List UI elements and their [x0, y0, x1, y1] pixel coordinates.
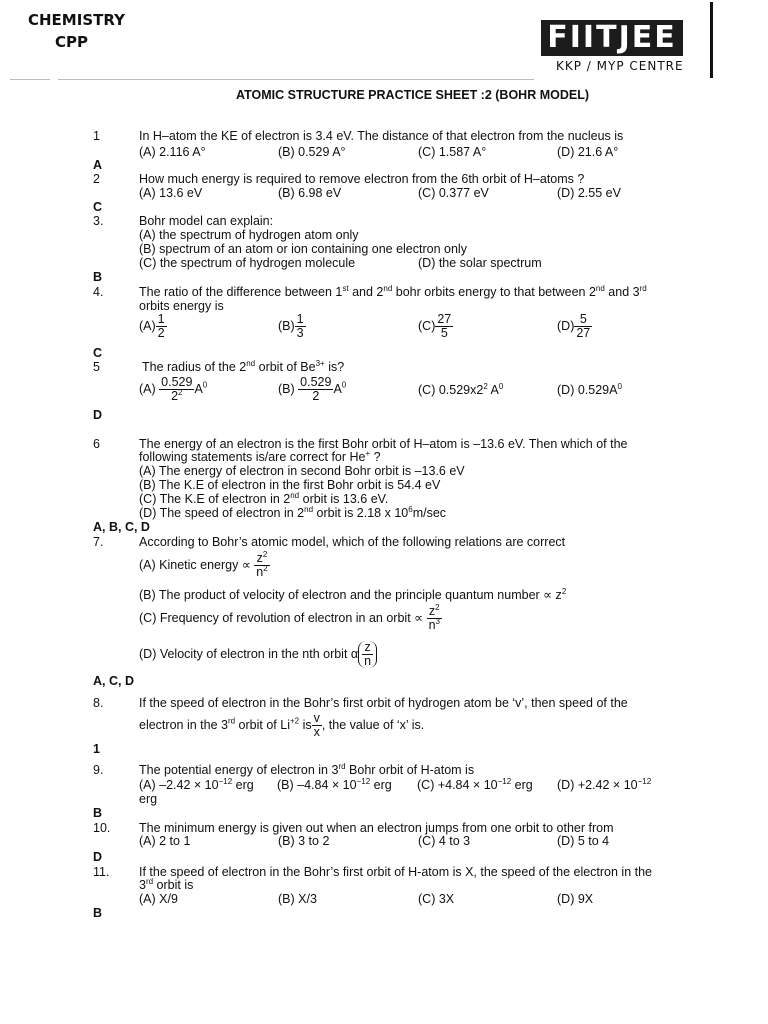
option-d: (D) 2.55 eV: [557, 186, 621, 200]
option-a: (A) $\frac{1}{2}$: [139, 312, 165, 340]
option-c: (C) 1.587 A°: [418, 145, 487, 159]
answer: B: [93, 806, 103, 820]
answer: C: [93, 200, 103, 214]
question-text: According to Bohr’s atomic model, which of the following relations are correct: [139, 535, 566, 549]
option-d-unit: erg: [139, 792, 158, 806]
question-number: 6: [93, 437, 100, 451]
answer: A, C, D: [93, 674, 134, 688]
option-b: (B) The product of velocity of electron and the principle quantum number ∝ $z^2$: [139, 586, 567, 602]
question-number: 10.: [93, 821, 111, 835]
option-b: (B) X/3: [278, 892, 317, 906]
question-text-cont: orbits energy is: [139, 299, 224, 313]
question-number: 3.: [93, 214, 104, 228]
header-rule-left: [10, 79, 50, 80]
option-a: (A) 2.116 A°: [139, 145, 206, 159]
option-b: (B) $-4.84 \times 10^{-12}$ erg: [277, 776, 392, 792]
option-a: (A) X/9: [139, 892, 178, 906]
option-b: (B) 3 to 2: [278, 834, 330, 848]
question-text: In H–atom the KE of electron is 3.4 eV. The distance of that electron from the nucleus is: [139, 129, 624, 143]
question-text: The potential energy of electron in 3rd Bohr orbit of H-atom is: [139, 761, 475, 777]
answer: B: [93, 906, 103, 920]
subject-heading: CHEMISTRY: [28, 11, 125, 29]
question-text: The energy of an electron is the first Bohr orbit of H–atom is –13.6 eV. Then which of the: [139, 437, 628, 451]
header-divider-vertical: [710, 2, 713, 78]
option-c: (C) 0.377 eV: [418, 186, 489, 200]
answer: 1: [93, 742, 100, 756]
option-c: (C) the spectrum of hydrogen molecule: [139, 256, 356, 270]
option-c: (C) $0.529x2^2$ $A^0$: [418, 381, 504, 397]
question-text-cont: electron in the 3rd orbit of $Li^{+2}$ is $\frac{v}{x}$ , the value of ‘x’ is.: [139, 711, 425, 739]
option-d: (D) The speed of electron in 2nd orbit is 2.18 x $10^6m/\sec$: [139, 504, 447, 520]
cpp-heading: CPP: [55, 33, 88, 51]
option-a: (A) Kinetic energy ∝ $\frac{z^2}{n^2}$: [139, 549, 268, 579]
question-text: If the speed of electron in the Bohr’s first orbit of hydrogen atom be ‘v’, then speed of the: [139, 696, 628, 710]
question-text: Bohr model can explain:: [139, 214, 274, 228]
option-a: (A) 2 to 1: [139, 834, 191, 848]
option-a: (A) the spectrum of hydrogen atom only: [139, 228, 359, 242]
centre-label: KKP / MYP CENTRE: [556, 59, 684, 73]
option-b: (B) $\frac{1}{3}$: [278, 312, 304, 340]
option-a: (A) The energy of electron in second Bohr orbit is –13.6 eV: [139, 464, 465, 478]
option-b: (B) spectrum of an atom or ion containing one electron only: [139, 242, 467, 256]
question-text: If the speed of electron in the Bohr’s first orbit of H-atom is X, the speed of the electron in the: [139, 865, 653, 879]
option-b: (B) $\frac{0.529}{2}$ $A^0$: [278, 375, 347, 403]
answer: B: [93, 270, 103, 284]
option-c: $(C) +4.84 \times 10^{-12}$ erg: [417, 776, 533, 792]
option-c: (C) Frequency of revolution of electron in an orbit ∝ $\frac{z^2}{n^3}$: [139, 602, 440, 632]
fiitjee-logo: FIITJEE: [541, 20, 683, 56]
header-rule: [58, 79, 534, 80]
option-d: (D) 9X: [557, 892, 594, 906]
question-number: 2: [93, 172, 100, 186]
option-b: (B) 6.98 eV: [278, 186, 342, 200]
option-c: (C) $\frac{27}{5}$: [418, 312, 452, 340]
question-text: The radius of the 2nd orbit of $Be^{3+}$ is?: [142, 358, 345, 374]
option-d: (D) $0.529A^0$: [557, 381, 622, 397]
option-c: (C) 3X: [418, 892, 455, 906]
option-b: (B) 0.529 A°: [278, 145, 346, 159]
answer: D: [93, 850, 103, 864]
option-d: (D) 21.6 A°: [557, 145, 619, 159]
sheet-title: ATOMIC STRUCTURE PRACTICE SHEET :2 (BOHR MODEL): [236, 88, 590, 102]
option-a: (A) $-2.42 \times 10^{-12}$ erg: [139, 776, 254, 792]
option-d: (D) Velocity of electron in the nth orbit α $\frac{z}{n}$: [139, 641, 377, 668]
option-b: (B) The K.E of electron in the first Bohr orbit is 54.4 eV: [139, 478, 441, 492]
option-d: $(D) +2.42 \times 10^{-12}$: [557, 776, 652, 792]
answer: C: [93, 346, 103, 360]
question-number: 7.: [93, 535, 104, 549]
question-text: The minimum energy is given out when an electron jumps from one orbit to other from: [139, 821, 614, 835]
question-number: 11.: [93, 865, 110, 879]
question-number: 1: [93, 129, 100, 143]
question-text: The ratio of the difference between 1st and 2nd bohr orbits energy to that between 2nd and 3rd: [139, 283, 647, 299]
option-d: (D) 5 to 4: [557, 834, 610, 848]
question-number: 8.: [93, 696, 104, 710]
question-text: How much energy is required to remove electron from the 6th orbit of H–atoms ?: [139, 172, 585, 186]
option-a: (A) 13.6 eV: [139, 186, 203, 200]
option-a: (A) $\frac{0.529}{2^2}$ $A^0$: [139, 375, 208, 403]
option-d: (D) $\frac{5}{27}$: [557, 312, 591, 340]
option-c: (C) 4 to 3: [418, 834, 471, 848]
question-number: 4.: [93, 285, 104, 299]
question-number: 9.: [93, 763, 104, 777]
question-text-cont: following statements is/are correct for He+ ?: [139, 448, 381, 464]
option-c: (C) The K.E of electron in 2nd orbit is 13.6 eV.: [139, 490, 389, 506]
question-number: 5: [93, 360, 100, 374]
answer: A, B, C, D: [93, 520, 150, 534]
question-text-cont: 3rd orbit is: [139, 876, 194, 892]
answer: A: [93, 158, 103, 172]
answer: D: [93, 408, 103, 422]
option-d: (D) the solar spectrum: [418, 256, 542, 270]
